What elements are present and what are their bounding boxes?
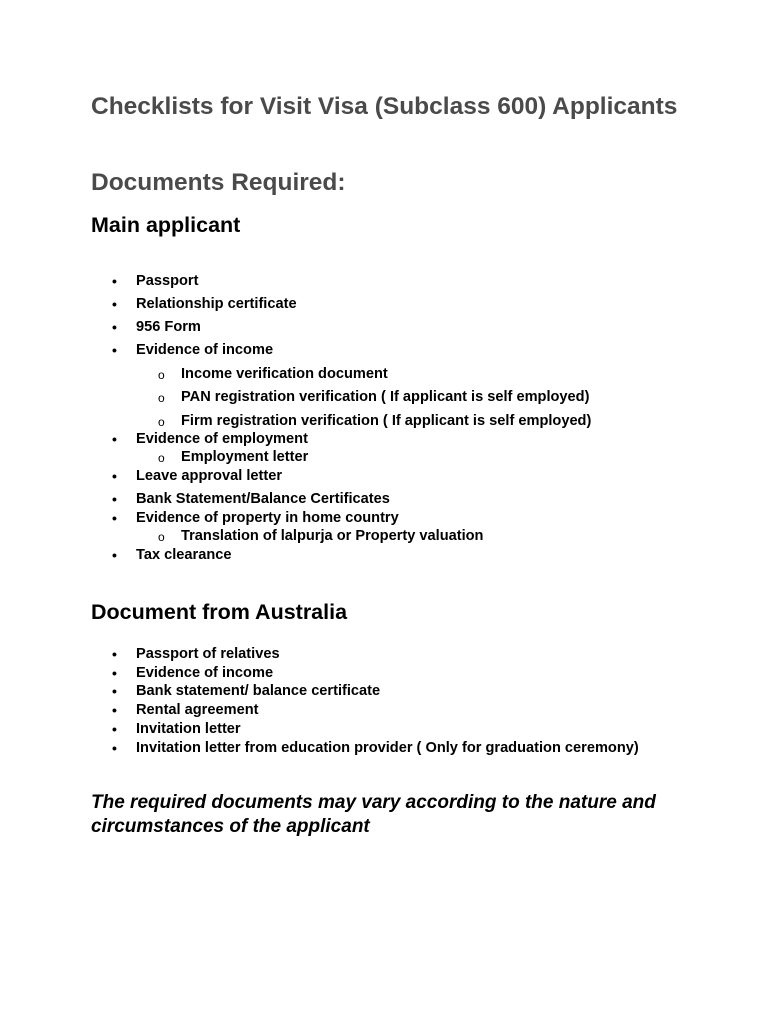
bullet-icon: • (112, 468, 117, 484)
list-item: Bank Statement/Balance Certificates (136, 491, 390, 507)
list-item: Leave approval letter (136, 468, 283, 484)
bullet-icon: • (112, 646, 117, 662)
sub-list-item: Income verification document (181, 366, 388, 382)
bullet-icon: • (112, 510, 117, 526)
list-item: Evidence of employment (136, 431, 308, 447)
sub-bullet-icon: o (158, 368, 165, 382)
bullet-icon: • (112, 547, 117, 563)
bullet-icon: • (112, 342, 117, 358)
bullet-icon: • (112, 296, 117, 312)
list-item: Relationship certificate (136, 296, 297, 312)
bullet-icon: • (112, 702, 117, 718)
disclaimer-note: The required documents may vary according to the nature and circumstances of the applicant (91, 792, 656, 837)
bullet-icon: • (112, 740, 117, 756)
sub-bullet-icon: o (158, 451, 165, 465)
sub-bullet-icon: o (158, 530, 165, 544)
main-applicant-heading: Main applicant (91, 213, 241, 237)
list-item: Invitation letter (136, 721, 241, 737)
list-item: Passport (136, 273, 199, 289)
sub-bullet-icon: o (158, 415, 165, 429)
documents-required-heading: Documents Required: (91, 169, 346, 196)
bullet-icon: • (112, 721, 117, 737)
list-item: Evidence of income (136, 665, 274, 681)
list-item: Evidence of income (136, 342, 274, 358)
list-item: Bank statement/ balance certificate (136, 683, 381, 699)
sub-list-item: Employment letter (181, 449, 309, 465)
sub-list-item: PAN registration verification ( If applicant is self employed) (181, 389, 590, 405)
sub-bullet-icon: o (158, 391, 165, 405)
bullet-icon: • (112, 683, 117, 699)
list-item: Tax clearance (136, 547, 232, 563)
bullet-icon: • (112, 665, 117, 681)
bullet-icon: • (112, 491, 117, 507)
document-title: Checklists for Visit Visa (Subclass 600) Applicants (91, 93, 678, 120)
list-item: Rental agreement (136, 702, 259, 718)
list-item: 956 Form (136, 319, 201, 335)
list-item: Invitation letter from education provider ( Only for graduation ceremony) (136, 740, 639, 756)
bullet-icon: • (112, 431, 117, 447)
document-from-australia-heading: Document from Australia (91, 600, 348, 624)
list-item: Passport of relatives (136, 646, 280, 662)
bullet-icon: • (112, 273, 117, 289)
list-item: Evidence of property in home country (136, 510, 399, 526)
sub-list-item: Firm registration verification ( If applicant is self employed) (181, 413, 592, 429)
bullet-icon: • (112, 319, 117, 335)
sub-list-item: Translation of lalpurja or Property valuation (181, 528, 484, 544)
